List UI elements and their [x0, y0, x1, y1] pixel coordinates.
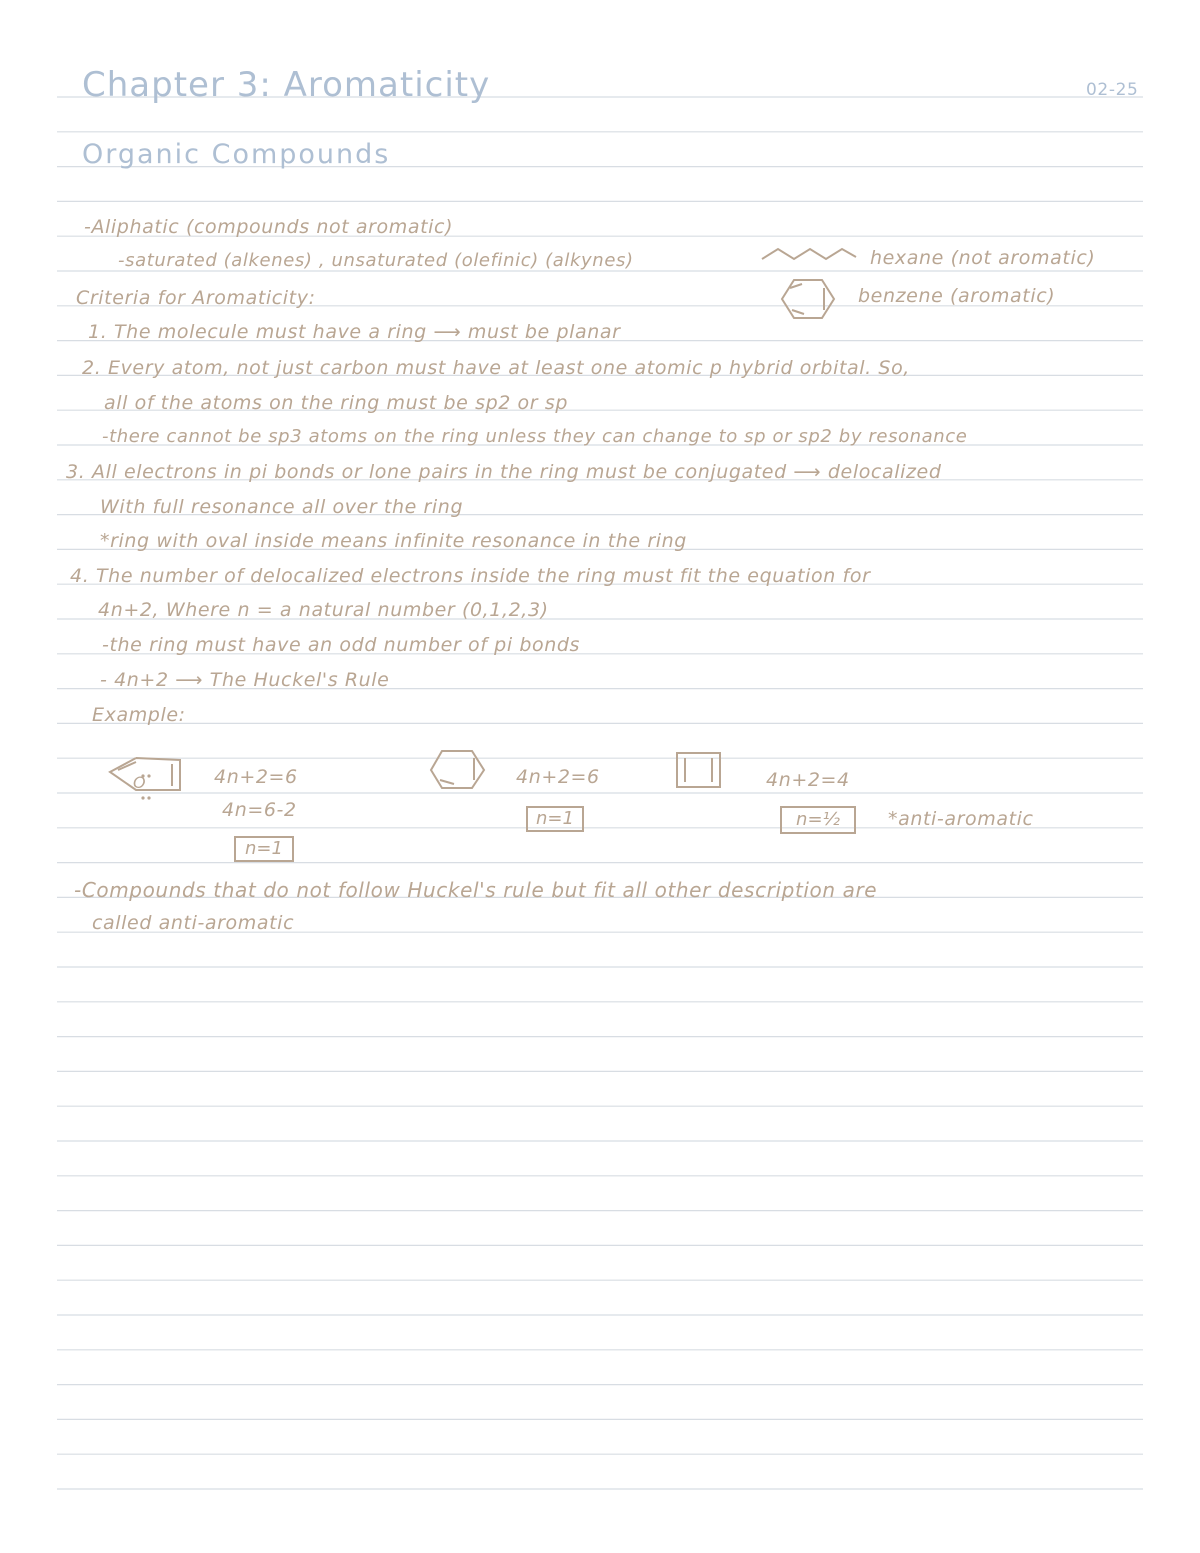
hexane-structure-icon [760, 243, 860, 267]
cyclobutadiene-ring-icon [674, 750, 724, 790]
example-2-equation-1: 4n+2=6 [516, 766, 600, 788]
example-3-equation-1: 4n+2=4 [766, 769, 850, 791]
hexane-label: hexane (not aromatic) [870, 247, 1096, 269]
example-1-equation-1: 4n+2=6 [214, 766, 298, 788]
benzene-example-icon [428, 748, 488, 792]
criterion-4-line-4: - 4n+2 ⟶ The Huckel's Rule [100, 669, 390, 691]
criterion-3-line-1: 3. All electrons in pi bonds or lone pairs in the ring must be conjugated ⟶ delocalized [66, 461, 942, 483]
page-date: 02-25 [1086, 80, 1139, 100]
example-3-note: *anti-aromatic [888, 808, 1034, 830]
anti-aromatic-line-1: -Compounds that do not follow Huckel's rule but fit all other description are [74, 878, 878, 902]
note-aliphatic: -Aliphatic (compounds not aromatic) [84, 216, 454, 238]
example-2-result-box: n=1 [526, 806, 584, 832]
note-saturated: -saturated (alkenes) , unsaturated (olefinic) (alkynes) [118, 250, 634, 271]
example-1-result-box: n=1 [234, 836, 294, 862]
criterion-2-line-1: 2. Every atom, not just carbon must have at least one atomic p hybrid orbital. So, [82, 357, 910, 379]
criterion-2-line-2: all of the atoms on the ring must be sp2 or sp [104, 392, 568, 414]
section-heading: Organic Compounds [82, 139, 391, 170]
anti-aromatic-line-2: called anti-aromatic [92, 912, 295, 934]
criteria-heading: Criteria for Aromaticity: [76, 287, 316, 309]
criterion-3-line-2: With full resonance all over the ring [100, 496, 464, 518]
example-3-result-box: n=½ [780, 806, 856, 834]
benzene-label: benzene (aromatic) [858, 285, 1056, 307]
criterion-2-line-3: -there cannot be sp3 atoms on the ring unless they can change to sp or sp2 by resonance [102, 426, 968, 447]
criterion-1: 1. The molecule must have a ring ⟶ must be planar [88, 321, 621, 343]
criterion-4-line-3: -the ring must have an odd number of pi bonds [102, 634, 581, 656]
criterion-3-line-3: *ring with oval inside means infinite resonance in the ring [100, 530, 687, 552]
page-title: Chapter 3: Aromaticity [82, 65, 491, 105]
benzene-structure-icon [780, 276, 836, 322]
example-label: Example: [92, 704, 186, 726]
criterion-4-line-2: 4n+2, Where n = a natural number (0,1,2,3) [98, 599, 549, 621]
example-1-equation-2: 4n=6-2 [222, 799, 297, 821]
criterion-4-line-1: 4. The number of delocalized electrons inside the ring must fit the equation for [70, 565, 871, 587]
lone-pair-atom: O [133, 773, 147, 792]
